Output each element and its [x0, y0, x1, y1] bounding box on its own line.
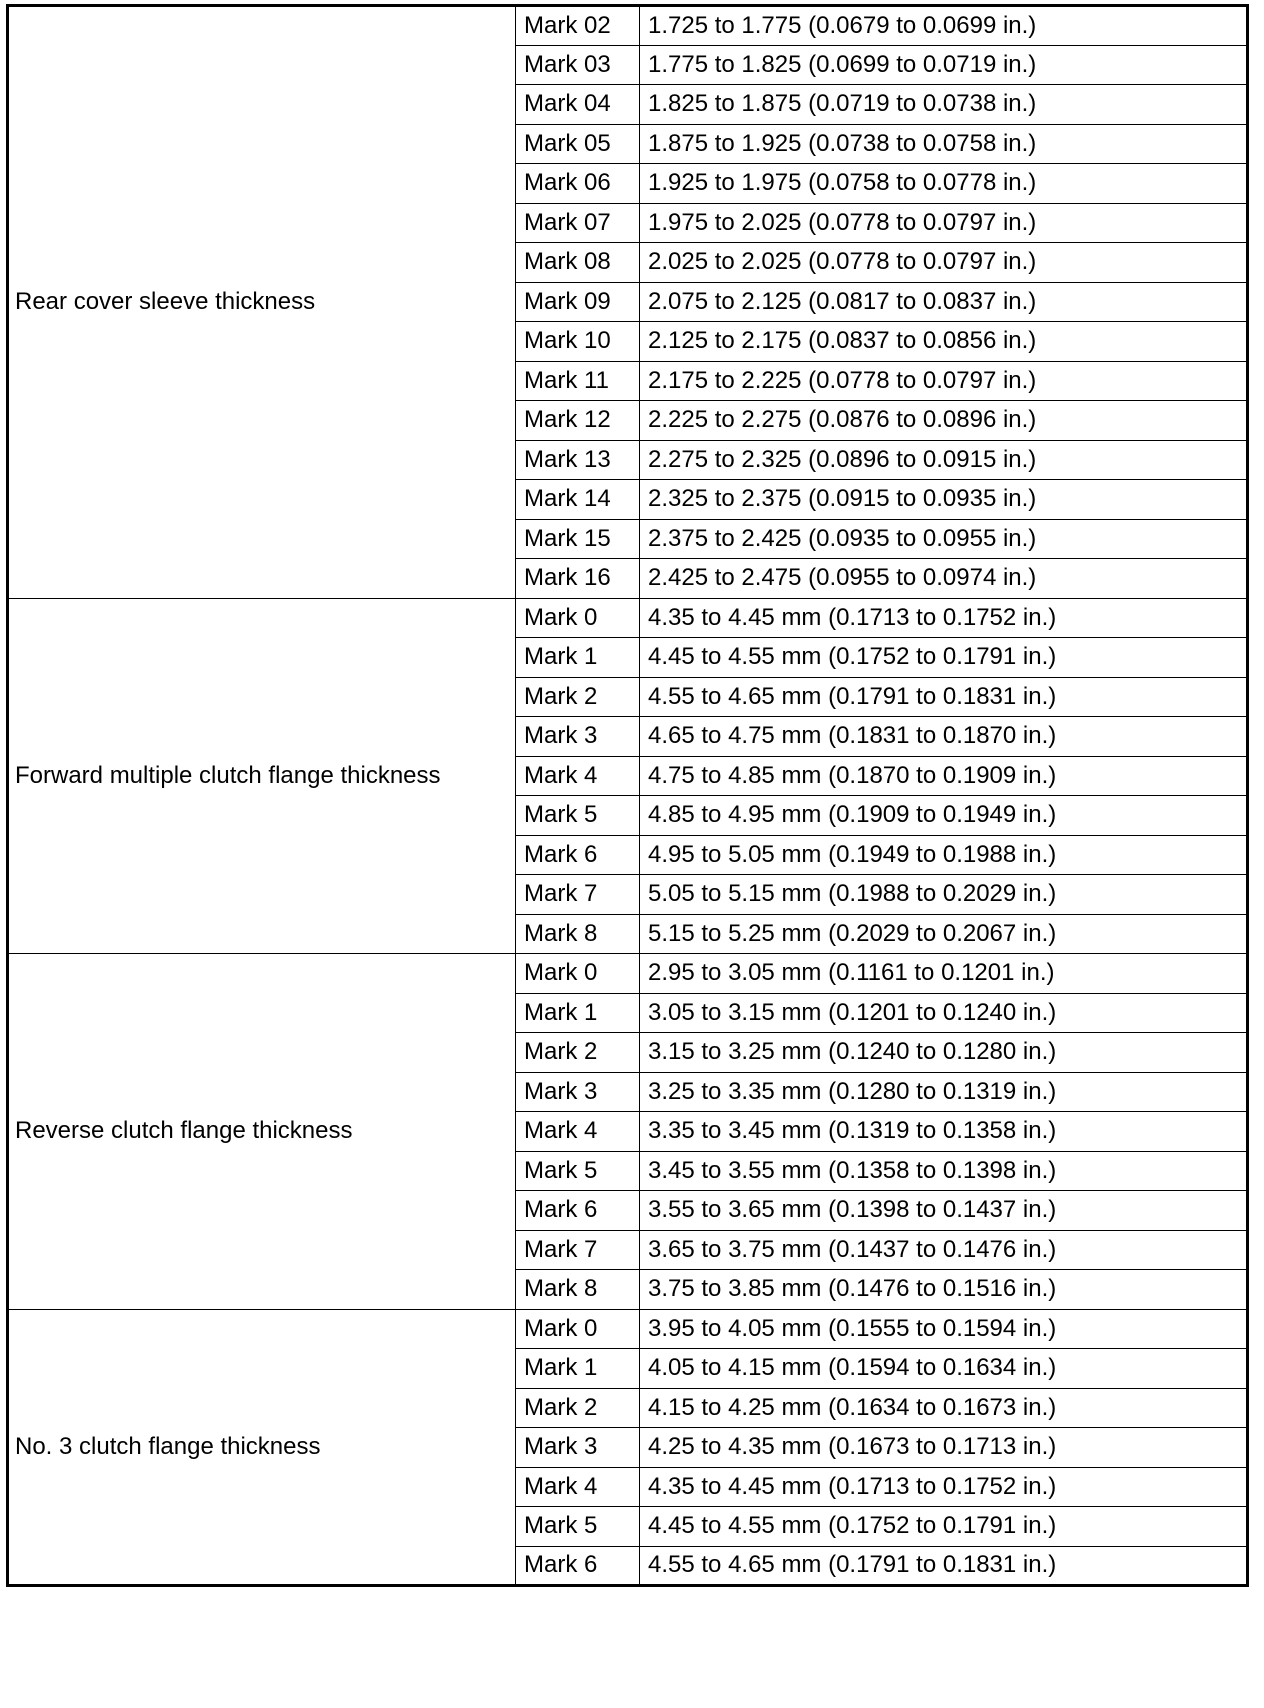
- mark-cell: Mark 4: [516, 1467, 640, 1507]
- thickness-value-cell: 2.225 to 2.275 (0.0876 to 0.0896 in.): [640, 401, 1248, 441]
- mark-cell: Mark 11: [516, 361, 640, 401]
- mark-cell: Mark 8: [516, 914, 640, 954]
- thickness-value-cell: 4.85 to 4.95 mm (0.1909 to 0.1949 in.): [640, 796, 1248, 836]
- mark-cell: Mark 7: [516, 1230, 640, 1270]
- thickness-value-cell: 4.35 to 4.45 mm (0.1713 to 0.1752 in.): [640, 598, 1248, 638]
- mark-cell: Mark 15: [516, 519, 640, 559]
- mark-cell: Mark 2: [516, 1033, 640, 1073]
- mark-cell: Mark 0: [516, 598, 640, 638]
- thickness-value-cell: 4.75 to 4.85 mm (0.1870 to 0.1909 in.): [640, 756, 1248, 796]
- thickness-value-cell: 5.15 to 5.25 mm (0.2029 to 0.2067 in.): [640, 914, 1248, 954]
- mark-cell: Mark 05: [516, 124, 640, 164]
- item-name-cell: Reverse clutch flange thickness: [8, 954, 516, 1310]
- table-row: [8, 954, 1248, 994]
- mark-cell: Mark 5: [516, 1507, 640, 1547]
- thickness-value-cell: 1.975 to 2.025 (0.0778 to 0.0797 in.): [640, 203, 1248, 243]
- table-row: [8, 1309, 1248, 1349]
- mark-cell: Mark 6: [516, 835, 640, 875]
- mark-cell: Mark 16: [516, 559, 640, 599]
- mark-cell: Mark 1: [516, 638, 640, 678]
- thickness-value-cell: 4.15 to 4.25 mm (0.1634 to 0.1673 in.): [640, 1388, 1248, 1428]
- thickness-value-cell: 1.875 to 1.925 (0.0738 to 0.0758 in.): [640, 124, 1248, 164]
- mark-cell: Mark 6: [516, 1191, 640, 1231]
- thickness-value-cell: 1.925 to 1.975 (0.0758 to 0.0778 in.): [640, 164, 1248, 204]
- item-name-cell: No. 3 clutch flange thickness: [8, 1309, 516, 1586]
- thickness-value-cell: 2.325 to 2.375 (0.0915 to 0.0935 in.): [640, 480, 1248, 520]
- mark-cell: Mark 0: [516, 1309, 640, 1349]
- mark-cell: Mark 07: [516, 203, 640, 243]
- mark-cell: Mark 13: [516, 440, 640, 480]
- thickness-value-cell: 3.65 to 3.75 mm (0.1437 to 0.1476 in.): [640, 1230, 1248, 1270]
- spec-table: [6, 4, 1249, 1587]
- mark-cell: Mark 03: [516, 45, 640, 85]
- mark-cell: Mark 4: [516, 1112, 640, 1152]
- thickness-value-cell: 4.45 to 4.55 mm (0.1752 to 0.1791 in.): [640, 638, 1248, 678]
- thickness-value-cell: 4.65 to 4.75 mm (0.1831 to 0.1870 in.): [640, 717, 1248, 757]
- thickness-value-cell: 1.725 to 1.775 (0.0679 to 0.0699 in.): [640, 6, 1248, 46]
- mark-cell: Mark 1: [516, 1349, 640, 1389]
- thickness-value-cell: 2.275 to 2.325 (0.0896 to 0.0915 in.): [640, 440, 1248, 480]
- mark-cell: Mark 4: [516, 756, 640, 796]
- thickness-value-cell: 3.95 to 4.05 mm (0.1555 to 0.1594 in.): [640, 1309, 1248, 1349]
- mark-cell: Mark 0: [516, 954, 640, 994]
- thickness-value-cell: 3.45 to 3.55 mm (0.1358 to 0.1398 in.): [640, 1151, 1248, 1191]
- thickness-value-cell: 3.55 to 3.65 mm (0.1398 to 0.1437 in.): [640, 1191, 1248, 1231]
- table-row: [8, 598, 1248, 638]
- thickness-value-cell: 5.05 to 5.15 mm (0.1988 to 0.2029 in.): [640, 875, 1248, 915]
- thickness-value-cell: 2.125 to 2.175 (0.0837 to 0.0856 in.): [640, 322, 1248, 362]
- mark-cell: Mark 5: [516, 1151, 640, 1191]
- item-name-cell: Rear cover sleeve thickness: [8, 6, 516, 599]
- thickness-value-cell: 2.075 to 2.125 (0.0817 to 0.0837 in.): [640, 282, 1248, 322]
- thickness-value-cell: 2.95 to 3.05 mm (0.1161 to 0.1201 in.): [640, 954, 1248, 994]
- mark-cell: Mark 3: [516, 1428, 640, 1468]
- thickness-value-cell: 3.25 to 3.35 mm (0.1280 to 0.1319 in.): [640, 1072, 1248, 1112]
- mark-cell: Mark 8: [516, 1270, 640, 1310]
- mark-cell: Mark 1: [516, 993, 640, 1033]
- mark-cell: Mark 2: [516, 1388, 640, 1428]
- thickness-value-cell: 4.35 to 4.45 mm (0.1713 to 0.1752 in.): [640, 1467, 1248, 1507]
- thickness-value-cell: 3.15 to 3.25 mm (0.1240 to 0.1280 in.): [640, 1033, 1248, 1073]
- thickness-value-cell: 4.25 to 4.35 mm (0.1673 to 0.1713 in.): [640, 1428, 1248, 1468]
- table-row: [8, 6, 1248, 46]
- thickness-value-cell: 2.425 to 2.475 (0.0955 to 0.0974 in.): [640, 559, 1248, 599]
- thickness-value-cell: 3.05 to 3.15 mm (0.1201 to 0.1240 in.): [640, 993, 1248, 1033]
- mark-cell: Mark 5: [516, 796, 640, 836]
- item-name-cell: Forward multiple clutch flange thickness: [8, 598, 516, 954]
- thickness-value-cell: 4.05 to 4.15 mm (0.1594 to 0.1634 in.): [640, 1349, 1248, 1389]
- thickness-value-cell: 2.025 to 2.025 (0.0778 to 0.0797 in.): [640, 243, 1248, 283]
- mark-cell: Mark 2: [516, 677, 640, 717]
- mark-cell: Mark 04: [516, 85, 640, 125]
- mark-cell: Mark 14: [516, 480, 640, 520]
- mark-cell: Mark 10: [516, 322, 640, 362]
- mark-cell: Mark 08: [516, 243, 640, 283]
- spec-table-body: [8, 6, 1248, 1586]
- thickness-value-cell: 2.175 to 2.225 (0.0778 to 0.0797 in.): [640, 361, 1248, 401]
- mark-cell: Mark 02: [516, 6, 640, 46]
- thickness-value-cell: 3.35 to 3.45 mm (0.1319 to 0.1358 in.): [640, 1112, 1248, 1152]
- mark-cell: Mark 3: [516, 717, 640, 757]
- thickness-value-cell: 4.95 to 5.05 mm (0.1949 to 0.1988 in.): [640, 835, 1248, 875]
- mark-cell: Mark 6: [516, 1546, 640, 1586]
- thickness-value-cell: 1.825 to 1.875 (0.0719 to 0.0738 in.): [640, 85, 1248, 125]
- thickness-value-cell: 4.55 to 4.65 mm (0.1791 to 0.1831 in.): [640, 677, 1248, 717]
- thickness-value-cell: 1.775 to 1.825 (0.0699 to 0.0719 in.): [640, 45, 1248, 85]
- mark-cell: Mark 09: [516, 282, 640, 322]
- mark-cell: Mark 06: [516, 164, 640, 204]
- mark-cell: Mark 3: [516, 1072, 640, 1112]
- thickness-value-cell: 3.75 to 3.85 mm (0.1476 to 0.1516 in.): [640, 1270, 1248, 1310]
- mark-cell: Mark 12: [516, 401, 640, 441]
- thickness-value-cell: 2.375 to 2.425 (0.0935 to 0.0955 in.): [640, 519, 1248, 559]
- thickness-value-cell: 4.45 to 4.55 mm (0.1752 to 0.1791 in.): [640, 1507, 1248, 1547]
- thickness-value-cell: 4.55 to 4.65 mm (0.1791 to 0.1831 in.): [640, 1546, 1248, 1586]
- mark-cell: Mark 7: [516, 875, 640, 915]
